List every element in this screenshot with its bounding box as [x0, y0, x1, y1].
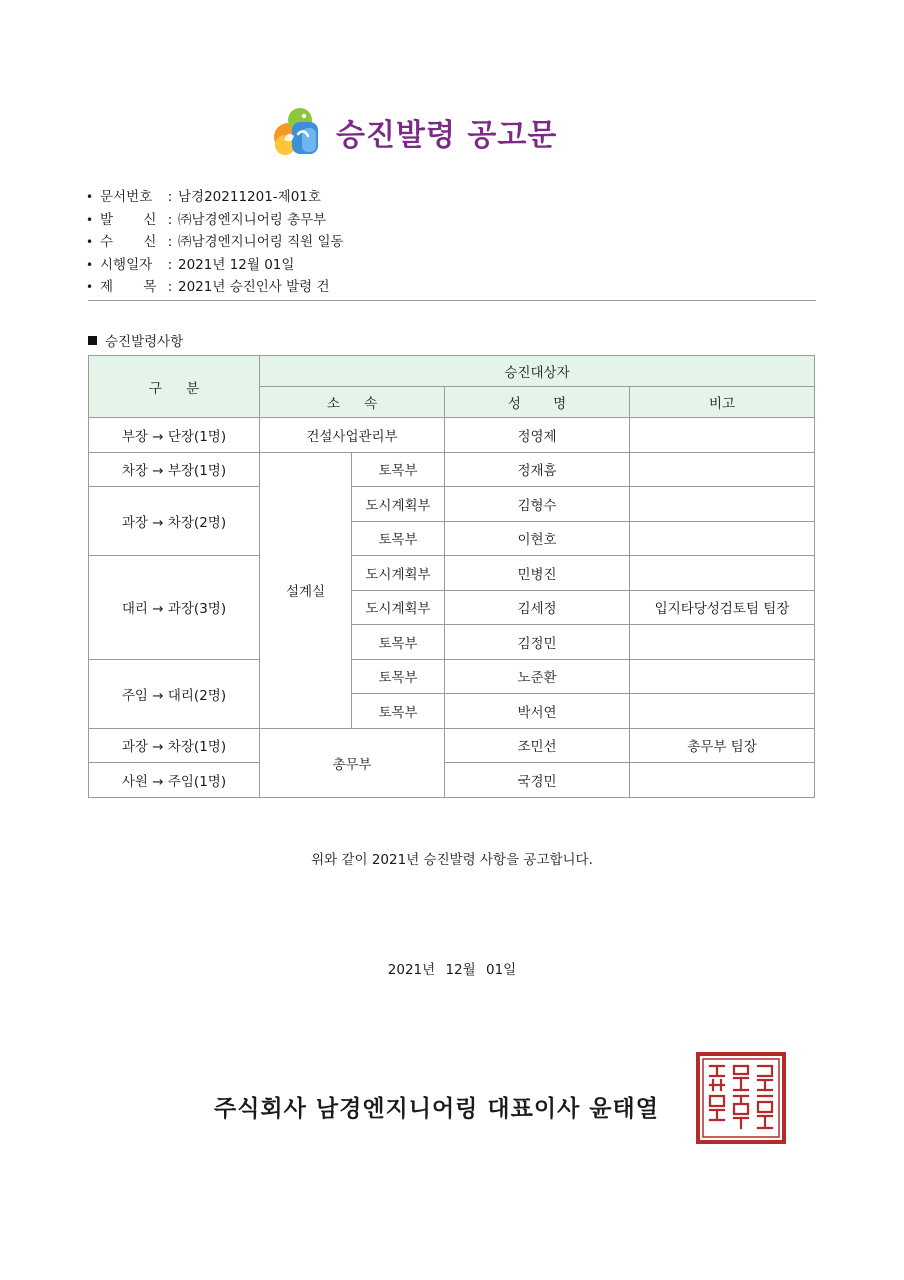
table-row	[89, 556, 815, 591]
meta-value: 남경20211201-제01호	[178, 189, 321, 205]
note-cell	[630, 659, 815, 694]
notice-text: 위와 같이 2021년 승진발령 사항을 공고합니다.	[311, 852, 593, 868]
note-cell: 총무부 팀장	[630, 728, 815, 763]
meta-separator: :	[167, 279, 173, 295]
section-heading	[88, 330, 183, 350]
table-row	[89, 763, 815, 798]
table-row	[89, 659, 815, 694]
note-cell	[630, 487, 815, 522]
sub-department-cell: 토목부	[352, 521, 445, 556]
meta-key: 제 목	[100, 279, 157, 295]
meta-row-subject	[86, 276, 344, 299]
table-header-row	[89, 356, 815, 387]
note-cell	[630, 418, 815, 453]
header-category: 구 분	[89, 356, 260, 418]
document-title: 승진발령 공고문	[336, 118, 558, 153]
name-cell: 이현호	[445, 521, 630, 556]
name-cell: 민병진	[445, 556, 630, 591]
meta-row-sender	[86, 209, 344, 232]
note-cell	[630, 521, 815, 556]
department-cell: 설계실	[260, 452, 352, 728]
document-meta	[86, 186, 344, 299]
category-cell: 과장 → 차장(2명)	[89, 487, 260, 556]
signature-line: 주식회사 남경엔지니어링 대표이사 윤태열	[214, 1096, 659, 1122]
issue-date: 2021년 12월 01일	[387, 962, 517, 978]
meta-key: 발 신	[100, 211, 157, 228]
meta-row-recipient	[86, 231, 344, 254]
name-cell: 정영제	[445, 418, 630, 453]
meta-separator: :	[167, 211, 173, 228]
bullet-icon: •	[86, 257, 94, 272]
section-title: 승진발령사항	[105, 334, 184, 350]
meta-separator: :	[167, 256, 173, 273]
meta-value: ㈜남경엔지니어링 총무부	[178, 211, 327, 228]
header-department: 소 속	[260, 387, 445, 418]
table-row	[89, 487, 815, 522]
meta-separator: :	[167, 189, 173, 205]
sub-department-cell: 도시계획부	[352, 590, 445, 625]
company-seal-icon	[696, 1052, 786, 1144]
note-cell: 입지타당성검토팀 팀장	[630, 590, 815, 625]
meta-value: ㈜남경엔지니어링 직원 일동	[178, 234, 344, 250]
table-row	[89, 728, 815, 763]
category-cell: 과장 → 차장(1명)	[89, 728, 260, 763]
company-logo-icon	[264, 104, 326, 160]
square-bullet-icon	[88, 336, 97, 345]
note-cell	[630, 452, 815, 487]
table-row	[89, 452, 815, 487]
category-cell: 대리 → 과장(3명)	[89, 556, 260, 660]
name-cell: 김정민	[445, 625, 630, 660]
sub-department-cell: 토목부	[352, 625, 445, 660]
department-cell: 총무부	[260, 728, 445, 797]
name-cell: 조민선	[445, 728, 630, 763]
name-cell: 노준환	[445, 659, 630, 694]
table-row	[89, 418, 815, 453]
category-cell: 부장 → 단장(1명)	[89, 418, 260, 453]
header-name: 성 명	[445, 387, 630, 418]
sub-department-cell: 토목부	[352, 452, 445, 487]
meta-row-date	[86, 254, 344, 277]
header-divider	[88, 300, 816, 301]
note-cell	[630, 694, 815, 729]
sub-department-cell: 토목부	[352, 694, 445, 729]
meta-row-doc-number	[86, 186, 344, 209]
note-cell	[630, 556, 815, 591]
header-note: 비고	[630, 387, 815, 418]
bullet-icon: •	[86, 280, 94, 294]
meta-key: 시행일자	[100, 256, 153, 273]
meta-key: 문서번호	[100, 189, 153, 205]
meta-key: 수 신	[100, 234, 157, 250]
promotion-table	[88, 355, 815, 798]
category-cell: 사원 → 주임(1명)	[89, 763, 260, 798]
bullet-icon: •	[86, 190, 94, 204]
name-cell: 국경민	[445, 763, 630, 798]
name-cell: 정재흠	[445, 452, 630, 487]
category-cell: 주임 → 대리(2명)	[89, 659, 260, 728]
sub-department-cell: 토목부	[352, 659, 445, 694]
name-cell: 박서연	[445, 694, 630, 729]
header-target: 승진대상자	[260, 356, 815, 387]
document-header	[264, 104, 557, 160]
bullet-icon: •	[86, 235, 94, 249]
name-cell: 김세정	[445, 590, 630, 625]
meta-value: 2021년 승진인사 발령 건	[178, 279, 330, 295]
sub-department-cell: 도시계획부	[352, 556, 445, 591]
note-cell	[630, 763, 815, 798]
meta-value: 2021년 12월 01일	[178, 256, 295, 273]
note-cell	[630, 625, 815, 660]
name-cell: 김형수	[445, 487, 630, 522]
sub-department-cell: 도시계획부	[352, 487, 445, 522]
category-cell: 차장 → 부장(1명)	[89, 452, 260, 487]
meta-separator: :	[167, 234, 173, 250]
department-cell: 건설사업관리부	[260, 418, 445, 453]
bullet-icon: •	[86, 212, 94, 227]
